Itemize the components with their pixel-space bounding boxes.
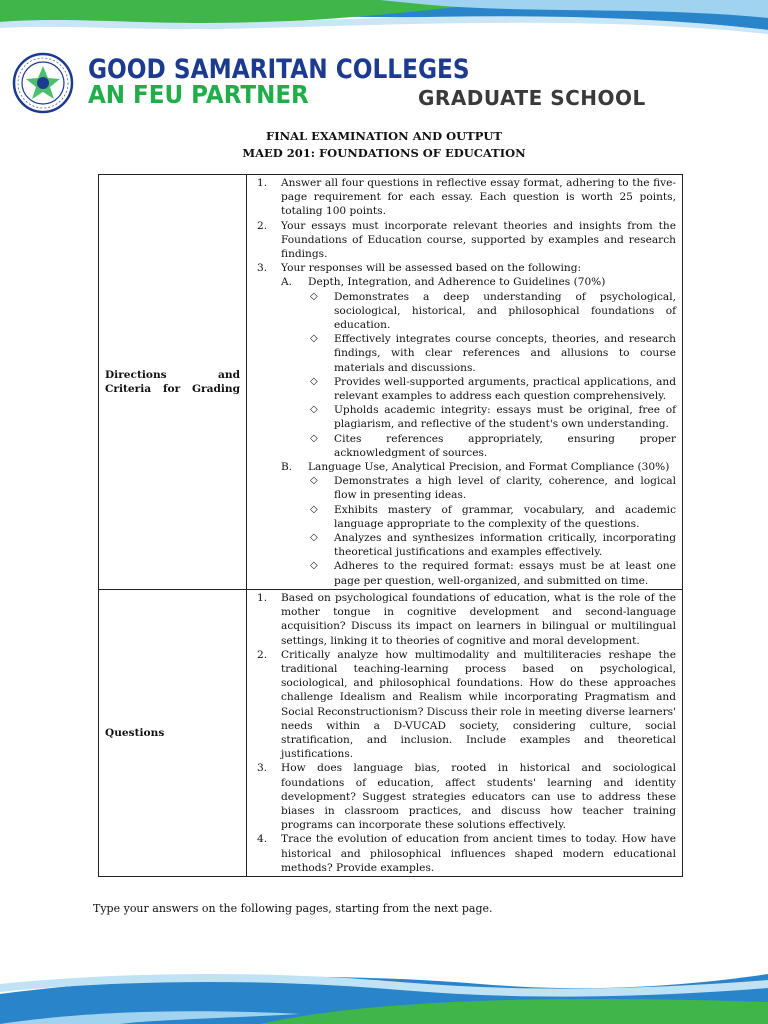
question-number: 1. [257, 591, 268, 604]
exam-title-line2: MAED 201: FOUNDATIONS OF EDUCATION [242, 146, 526, 160]
criteria-letter: A. [281, 276, 293, 289]
question-item [253, 591, 676, 648]
criteria-a [281, 275, 676, 460]
criteria-point [308, 403, 676, 431]
criteria-letter: B. [281, 461, 293, 474]
item-number: 3. [257, 262, 268, 275]
exam-table [98, 174, 683, 877]
criteria-a-points [308, 290, 676, 460]
criteria-point [308, 559, 676, 587]
bottom-wave-decoration [0, 954, 768, 1024]
footer-instruction: Type your answers on the following pages, starting from the next page. [93, 902, 493, 915]
question-text: Trace the evolution of education from ancient times to today. How have historical and philosophical influences shaped modern educational methods? Provide examples. [281, 833, 676, 874]
questions-row [99, 589, 683, 876]
question-text: Critically analyze how multimodality and multiliteracies reshape the traditional teaching-learning process based on psychological, sociological, and philosophical foundations. How do these approaches challenge Idealism and Realism while incorporating Pragmatism and Social Reconstructionism? Discuss their role in meeting diverse learners' needs within a D-VUCAD society, considering culture, social stratification, and inclusion. Include examples and theoretical justifications. [281, 648, 676, 761]
criteria-point-text: Analyzes and synthesizes information critically, incorporating theoretical justifications and examples effectively. [334, 532, 676, 559]
exam-title-line1: FINAL EXAMINATION AND OUTPUT [266, 129, 502, 143]
criteria-point-text: Demonstrates a high level of clarity, coherence, and logical flow in presenting ideas. [334, 475, 676, 502]
college-seal-icon [12, 52, 74, 114]
question-item [253, 761, 676, 832]
questions-content-cell [247, 589, 683, 876]
question-item [253, 832, 676, 875]
diamond-bullet-icon: ◇ [310, 333, 318, 345]
criteria-point-text: Adheres to the required format: essays must be at least one page per question, well-organized, and submitted on time. [334, 560, 676, 587]
directions-label: Directions and Criteria for Grading [105, 368, 240, 395]
criteria-point [308, 503, 676, 531]
diamond-bullet-icon: ◇ [310, 560, 318, 572]
criteria-point [308, 474, 676, 502]
criteria-point-text: Effectively integrates course concepts, theories, and research findings, with clear references and allusions to course materials and discussions. [334, 333, 676, 374]
diamond-bullet-icon: ◇ [310, 532, 318, 544]
criteria-list [281, 275, 676, 587]
criteria-point-text: Provides well-supported arguments, practical applications, and relevant examples to address each question comprehensively. [334, 375, 676, 403]
question-number: 4. [257, 833, 268, 846]
directions-row [99, 175, 683, 590]
item-number: 1. [257, 177, 268, 189]
diamond-bullet-icon: ◇ [310, 404, 318, 416]
diamond-bullet-icon: ◇ [310, 475, 318, 487]
item-number: 2. [257, 219, 268, 232]
question-number: 2. [257, 648, 268, 661]
criteria-point [308, 531, 676, 559]
diamond-bullet-icon: ◇ [310, 503, 318, 515]
exam-title [0, 128, 768, 162]
question-item [253, 648, 676, 762]
college-header [10, 50, 758, 110]
item-text: Your essays must incorporate relevant theories and insights from the Foundations of Education course, supported by examples and research findings. [281, 219, 676, 261]
diamond-bullet-icon: ◇ [310, 375, 318, 387]
directions-list [253, 176, 676, 588]
criteria-b [281, 460, 676, 588]
college-name: GOOD SAMARITAN COLLEGES [88, 54, 470, 85]
criteria-point-text: Upholds academic integrity: essays must be original, free of plagiarism, and reflective of the student's own understanding. [334, 404, 676, 431]
diamond-bullet-icon: ◇ [310, 432, 318, 444]
diamond-bullet-icon: ◇ [310, 290, 318, 302]
item-text: Your responses will be assessed based on the following: [281, 262, 582, 275]
question-text: Based on psychological foundations of education, what is the role of the mother tongue in cognitive development and second-language acquisition? Discuss its impact on learners in bilingual or multilingual settings, linking it to theories of cognitive and moral development. [281, 591, 676, 647]
criteria-point-text: Exhibits mastery of grammar, vocabulary, and academic language appropriate to the complexity of the questions. [334, 503, 676, 530]
directions-item [253, 261, 676, 588]
directions-item [253, 219, 676, 262]
criteria-point [308, 290, 676, 333]
directions-item [253, 176, 676, 219]
question-number: 3. [257, 762, 268, 775]
directions-content-cell [247, 175, 683, 590]
criteria-point [308, 375, 676, 403]
criteria-title: Depth, Integration, and Adherence to Guidelines (70%) [308, 276, 606, 289]
questions-list [253, 591, 676, 875]
school-name: GRADUATE SCHOOL [418, 86, 646, 110]
criteria-b-points [308, 474, 676, 588]
partner-tagline: AN FEU PARTNER [88, 80, 309, 109]
criteria-point-text: Demonstrates a deep understanding of psychological, sociological, historical, and philosophical foundations of education. [334, 290, 676, 332]
criteria-point [308, 432, 676, 460]
questions-label: Questions [105, 726, 165, 739]
item-text: Answer all four questions in reflective essay format, adhering to the five-page requirement for each essay. Each question is worth 25 points, totaling 100 points. [281, 177, 676, 218]
criteria-title: Language Use, Analytical Precision, and Format Compliance (30%) [308, 461, 670, 474]
directions-label-cell [99, 175, 247, 590]
criteria-point-text: Cites references appropriately, ensuring proper acknowledgment of sources. [334, 432, 676, 459]
question-text: How does language bias, rooted in historical and sociological foundations of education, affect students' learning and identity development? Suggest strategies educators can use to address these biases in classroom practices, and discuss how teacher training programs can incorporate these solutions effectively. [281, 762, 676, 832]
criteria-point [308, 332, 676, 375]
questions-label-cell [99, 589, 247, 876]
